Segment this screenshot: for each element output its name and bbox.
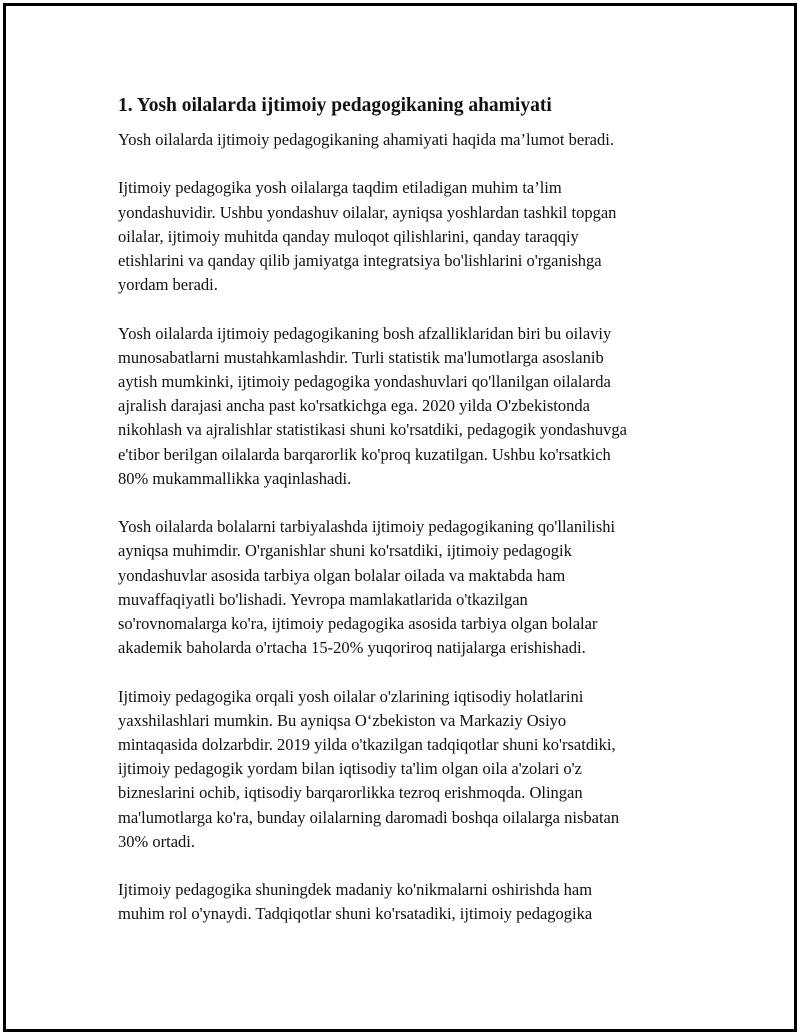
text-line: Yosh oilalarda bolalarni tarbiyalashda ijtimoiy pedagogikaning qo'llanilishi: [118, 517, 616, 537]
text-line: yordam beradi.: [118, 275, 218, 295]
text-line: 30% ortadi.: [118, 831, 195, 851]
text-line: 80% mukammallikka yaqinlashadi.: [118, 468, 352, 488]
text-line: yondashuvidir. Ushbu yondashuv oilalar, ayniqsa yoshlardan tashkil topgan: [118, 202, 617, 222]
text-line: oilalar, ijtimoiy muhitda qanday muloqot qilishlarini, qanday taraqqiy: [118, 226, 579, 246]
text-line: etishlarini va qanday qilib jamiyatga integratsiya bo'lishlarini o'rganishga: [118, 251, 602, 270]
text-line: bizneslarini ochib, iqtisodiy barqarorlikka tezroq erishmoqda. Olingan: [118, 783, 583, 803]
text-line: Ijtimoiy pedagogika orqali yosh oilalar o'zlarining iqtisodiy holatlarini: [118, 686, 584, 706]
document-body: [118, 92, 708, 951]
text-line: ijtimoiy pedagogik yordam bilan iqtisodiy ta'lim olgan oila a'zolari o'z: [118, 759, 582, 779]
text-line: yaxshilashlari mumkin. Bu ayniqsa O‘zbekiston va Markaziy Osiyo: [118, 710, 567, 730]
text-line: muvaffaqiyatli bo'lishadi. Yevropa mamlakatlarida o'tkazilgan: [118, 589, 528, 609]
text-line: Ijtimoiy pedagogika yosh oilalarga taqdim etiladigan muhim ta’lim: [118, 178, 562, 198]
paragraph-intro: [118, 128, 708, 152]
paragraph-definition: [118, 176, 708, 297]
text-line: mintaqasida dolzarbdir. 2019 yilda o'tkazilgan tadqiqotlar shuni ko'rsatdiki,: [118, 735, 616, 755]
text-line: Yosh oilalarda ijtimoiy pedagogikaning ahamiyati haqida ma’lumot beradi.: [118, 130, 614, 149]
text-line: munosabatlarni mustahkamlashdir. Turli statistik ma'lumotlarga asoslanib: [118, 347, 604, 367]
paragraph-child-upbringing: [118, 515, 708, 660]
text-line: nikohlash va ajralishlar statistikasi shuni ko'rsatdiki, pedagogik yondashuvga: [118, 420, 627, 440]
text-line: Yosh oilalarda ijtimoiy pedagogikaning bosh afzalliklaridan biri bu oilaviy: [118, 323, 612, 343]
paragraph-family-relations: [118, 322, 708, 491]
paragraph-cultural-skills: [118, 878, 708, 926]
text-line: ma'lumotlarga ko'ra, bunday oilalarning daromadi boshqa oilalarga nisbatan: [118, 807, 620, 827]
text-line: Ijtimoiy pedagogika shuningdek madaniy ko'nikmalarni oshirishda ham: [118, 880, 593, 900]
paragraph-economic: [118, 685, 708, 854]
text-line: e'tibor berilgan oilalarda barqarorlik ko'proq kuzatilgan. Ushbu ko'rsatkich: [118, 444, 611, 464]
text-line: ajralish darajasi ancha past ko'rsatkichga ega. 2020 yilda O'zbekistonda: [118, 396, 590, 416]
text-line: so'rovnomalarga ko'ra, ijtimoiy pedagogika asosida tarbiya olgan bolalar: [118, 614, 598, 634]
section-heading: 1. Yosh oilalarda ijtimoiy pedagogikaning ahamiyati: [118, 95, 552, 116]
text-line: aytish mumkinki, ijtimoiy pedagogika yondashuvlari qo'llanilgan oilalarda: [118, 372, 611, 391]
text-line: yondashuvlar asosida tarbiya olgan bolalar oilada va maktabda ham: [118, 565, 566, 585]
text-line: akademik baholarda o'rtacha 15-20% yuqoriroq natijalarga erishishadi.: [118, 638, 586, 658]
text-line: muhim rol o'ynaydi. Tadqiqotlar shuni ko'rsatadiki, ijtimoiy pedagogika: [118, 904, 593, 924]
text-line: ayniqsa muhimdir. O'rganishlar shuni ko'rsatdiki, ijtimoiy pedagogik: [118, 541, 572, 561]
